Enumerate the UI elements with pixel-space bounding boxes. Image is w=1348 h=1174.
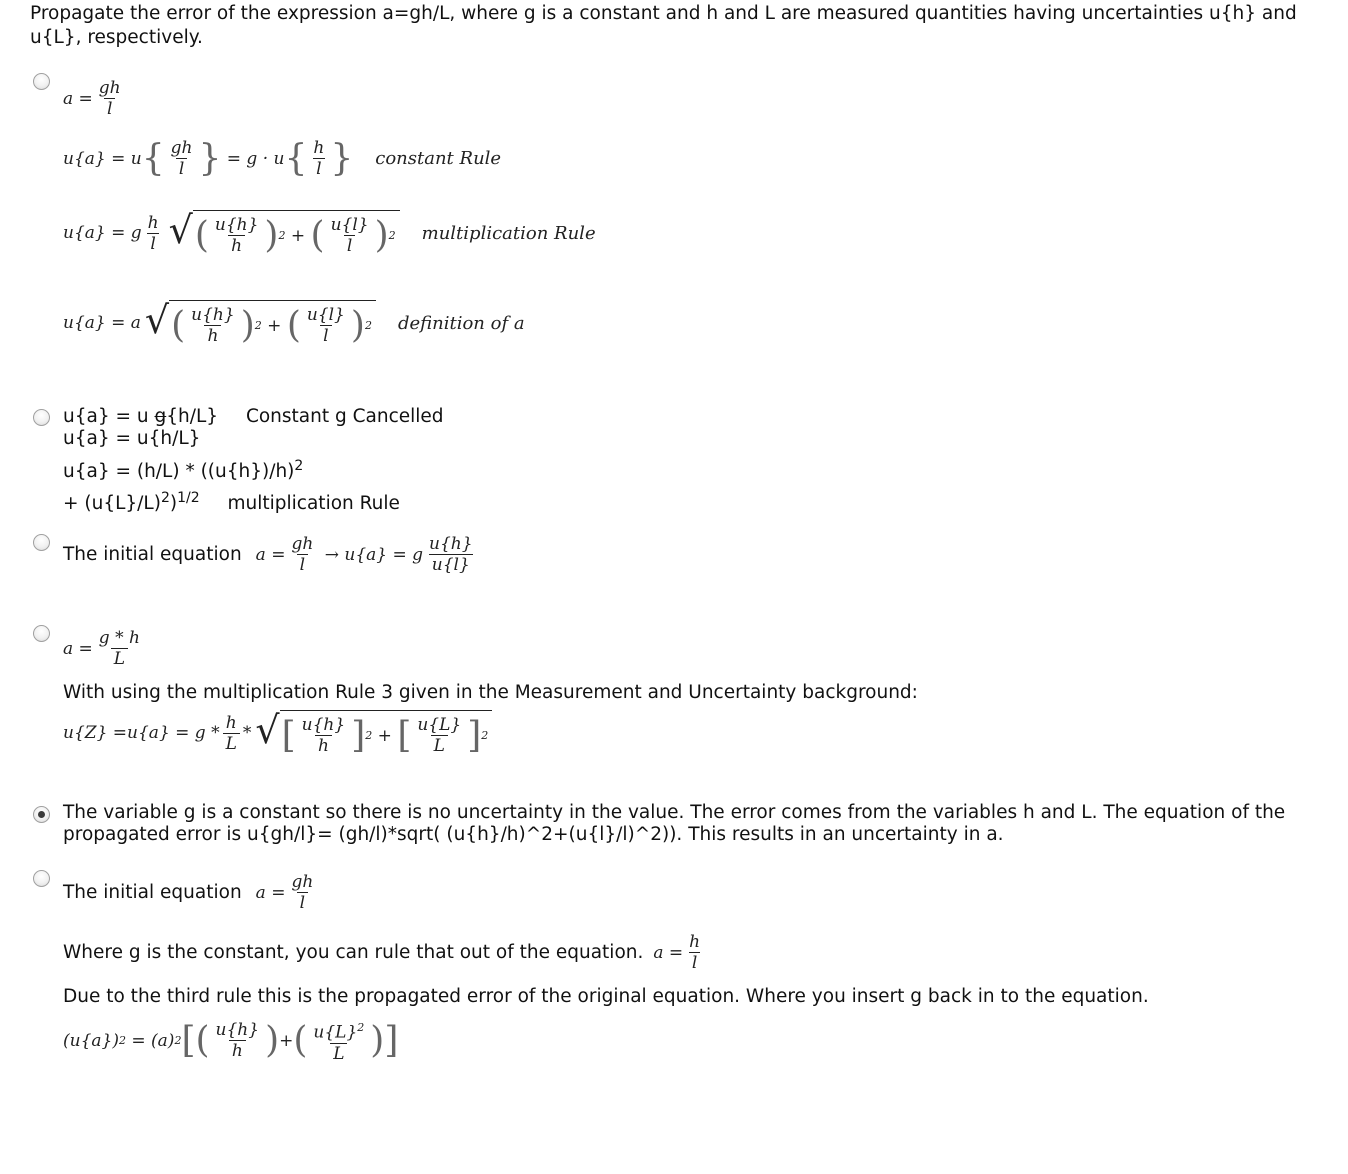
option-6-line-2-text: Where g is the constant, you can rule that out of the equation. [63, 942, 644, 963]
option-1-rule-2: multiplication Rule [421, 222, 596, 244]
option-5-radio[interactable] [33, 806, 50, 823]
option-4-eq-a: a = $\frac{g * h}{L}$ [63, 628, 140, 669]
option-4-text: With using the multiplication Rule 3 given in the Measurement and Uncertainty background: [63, 682, 918, 703]
question-text: Propagate the error of the expression a=gh/L, where g is a constant and h and L are measured quantities having uncertainties u{h} and u{L}, respectively. [30, 3, 1297, 48]
option-2-line-4-note: multiplication Rule [227, 493, 400, 515]
option-2-line-2: u{a} = u{h/L} [63, 428, 201, 449]
option-4-eq-uz: u{Z} =u{a} = g * $\frac{h}{L}$ * √ [ $\frac{u\{h\}}{h}$ ] 2 + [ $\frac{u\{L\}}{L}$ ] 2 [63, 710, 492, 756]
option-2-line-1-suffix: {h/L} [166, 406, 219, 427]
option-1-eq-definition: u{a} = a √ ( $\frac{u\{h\}}{h}$ ) 2 + ( $\frac{u\{l\}}{l}$ ) 2 definition of a [63, 298, 525, 346]
option-6-radio[interactable] [33, 870, 50, 887]
option-2-line-3-text: u{a} = (h/L) * ((u{h})/h) [63, 461, 295, 483]
option-3-label: The initial equation [63, 544, 242, 565]
option-6-eq-a2: a = $\frac{h}{l}$ [653, 932, 701, 973]
option-3-equation: a = $\frac{gh}{l}$ → u{a} = g $\frac{u\{h\}}{u\{l\}}$ [255, 534, 473, 575]
option-2-line-1-note: Constant g Cancelled [245, 406, 444, 427]
option-6-line-3: Due to the third rule this is the propagated error of the original equation. Where you insert g back in to the equation. [63, 986, 1149, 1007]
option-1-rule-1: constant Rule [375, 148, 502, 169]
option-1-eq-a: a = $\frac{gh}{l}$ [63, 78, 121, 119]
option-6-line-2 [63, 932, 706, 973]
option-2-line-1-prefix: u{a} = u [63, 406, 155, 427]
option-3-content [63, 534, 479, 575]
option-2-radio[interactable] [33, 409, 50, 426]
option-2-line-4-mid: ) [169, 493, 178, 515]
option-1-rule-3-var: a [513, 312, 525, 334]
option-5-text: The variable g is a constant so there is no uncertainty in the value. The error comes from the variables h and L. The equation of the propagated error is u{gh/l}= (gh/l)*sqrt( (u{h}/h)^2+(u{l}/l)^2)). This results in an uncertainty in a. [63, 802, 1286, 845]
option-1-radio[interactable] [33, 73, 50, 90]
option-2-line-3 [63, 455, 303, 483]
option-6-line-1 [63, 872, 319, 913]
option-4-radio[interactable] [33, 625, 50, 642]
option-2-line-4-exp2: 1/2 [177, 490, 200, 506]
option-2-line-4 [63, 487, 400, 515]
option-2-line-4-exp1: 2 [160, 490, 170, 506]
option-3-radio[interactable] [33, 534, 50, 551]
option-2-line-1-strike: g [154, 406, 167, 427]
option-1-eq-multiplication-rule: u{a} = g $\frac{h}{l}$ √ ( $\frac{u\{h\}}{h}$ ) 2 + ( $\frac{u\{l\}}{l}$ ) 2 multiplication Rule [63, 208, 596, 256]
option-6-eq-final: (u{a}) 2 = (a) 2 [ ( $\frac{u\{h\}}{h}$ ) + ( $\frac{u\{L\}^2}{L}$ ) ] [63, 1019, 399, 1064]
option-6-eq-a: a = $\frac{gh}{l}$ [255, 872, 314, 913]
option-2-line-1 [63, 406, 444, 428]
option-6-label: The initial equation [63, 882, 242, 903]
option-1-eq-constant-rule: u{a} = u { $\frac{gh}{l}$ } = g · u { $\frac{h}{l}$ } constant Rule [63, 137, 502, 179]
option-1-rule-3: definition of [397, 312, 509, 334]
option-2-line-3-exp: 2 [294, 458, 304, 474]
option-2-line-4-prefix: + (u{L}/L) [63, 493, 161, 515]
